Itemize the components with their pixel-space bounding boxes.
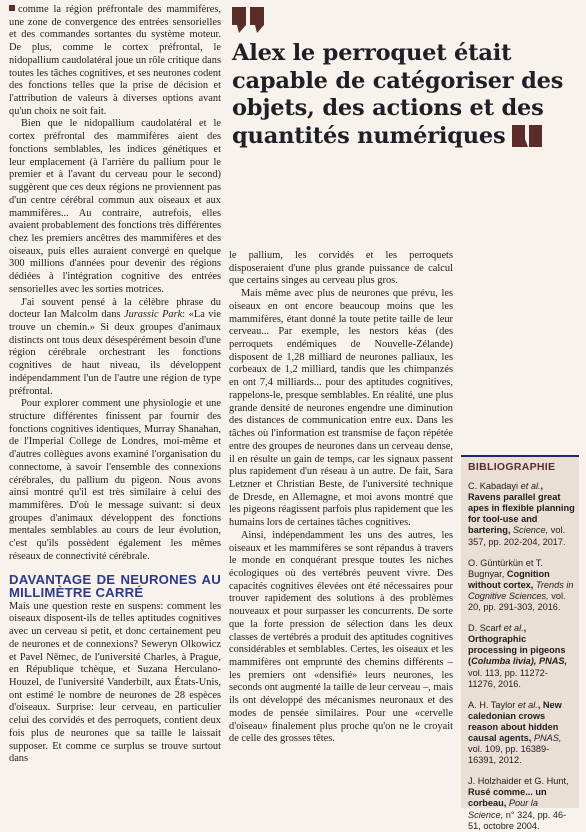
bullet-square-icon [9, 5, 15, 11]
bibliography-entry: D. Scarf et al., Orthographic processing in pigeons (Columba livia), PNAS, vol. 113, pp. 11272-11276, 2016. [468, 623, 568, 689]
bibliography-entry: A. H. Taylor et al., New caledonian crows reason about hidden causal agents, PNAS, vol. 109, pp. 16389-16391, 2012. [468, 699, 562, 766]
article-column-1 [9, 4, 221, 808]
paragraph: comme la région préfrontale des mammifères, une zone de convergence des entrées sensorielles et des commandes sortantes du système moteur. De plus, comme le cortex préfrontal, le nidopallium caudolatéral joue un rôle critique dans toutes les tâches cognitives, et ses neurones codent des fonctions telles que la prise de décision et l'attribution de valeurs à diverses options avant qu'un choix ne soit fait. [9, 4, 221, 117]
paragraph: le pallium, les corvidés et les perroquets disposeraient d'une plus grande puissance de calcul que certains singes au cerveau plus gros. [229, 250, 453, 287]
paragraph: Mais même avec plus de neurones que prévu, les oiseaux en ont encore beaucoup moins que les mammifères, étant donné la toute petite taille de leur cerveau... Par exemple, les nestors kéas (des perroquets endémiques de Nouvelle-Zélande) disposent de 1,28 milliard de neurones palliaux, les corbeaux de 1,2 milliard, tandis que les chimpanzés en ont 7,4 milliards... pour des aptitudes cognitives, rappelons-le, presque semblables. En réalité, une plus grande densité de neurones engendre une diminution des distances de communication entre eux. Dans les tâches où l'information est transmise de façon répétée entre des groupes de neurones dans un cerveau dense, il en résulte un gain de temps, car les signaux passent plus rapidement d'un réseau à un autre. De fait, Sara Letzner et Christian Beste, de l'université technique de Dresde, en Allemagne, et moi avons montré que les pigeons réagissent parfois plus rapidement que les humains lors de certaines tâches cognitives. [229, 288, 453, 529]
article-column-2 [229, 250, 453, 808]
bibliography-entry: O. Güntürkün et T. Bugnyar, Cognition without cortex, Trends in Cognitive Sciences, vol. 20, pp. 291-303, 2016. [468, 557, 574, 613]
quote-open-icon [232, 7, 266, 33]
quote-close-icon [512, 125, 544, 147]
film-title: Jurassic Park [123, 309, 183, 321]
bibliography-entry: C. Kabadayi et al., Ravens parallel great apes in flexible planning for tool-use and bartering, Science, vol. 357, pp. 202-204, 2017. [468, 481, 575, 547]
section-subheading: DAVANTAGE DE NEURONES AU MILLIMÈTRE CARRÉ [9, 571, 221, 600]
bibliography-entry: J. Holzhaider et G. Hunt, Rusé comme... un corbeau, Pour la Science, n° 324, pp. 46-51, octobre 2004. [468, 776, 569, 831]
paragraph: Pour explorer comment une physiologie et une structure différentes finissent par fournir des fonctions cognitives identiques, Murray Shanahan, de l'Imperial College de Londres, moi-même et d'autres collègues avons examiné l'organisation du connectome, à savoir l'ensemble des connexions cérébrales, du pallium du pigeon. Nous avons ainsi montré qu'il est très similaire à celui des mammifères. D'où le message suivant: si deux groupes d'animaux développent des fonctions mentales semblables au cours de leur évolution, c'est qu'ils possèdent également les mêmes réseaux de connectivité cérébrale. [9, 398, 221, 562]
paragraph: Bien que le nidopallium caudolatéral et le cortex préfrontal des mammifères aient des fonctions semblables, les indices génétiques et leur emplacement (à l'arrière du pallium pour le premier et à l'avant du cerveau pour le second) suggèrent que ces deux régions ne proviennent pas d'un centre cérébral commun aux oiseaux et aux mammifères... Au contraire, autrefois, elles avaient probablement des fonctions très différentes chez les premiers ancêtres des mammifères et des oiseaux, puis elles auraient convergé en quelque 300 millions d'années pour devenir des régions dédiées à l'intégration cognitive des entrées sensorielles avec les sorties motrices. [9, 118, 221, 295]
bibliography-sidebar [461, 455, 579, 831]
paragraph: J'ai souvent pensé à la célèbre phrase du docteur Ian Malcolm dans Jurassic Park: «La vie trouve un chemin.» Si deux groupes d'animaux distincts ont tous deux désespérément besoin d'une région cérébrale orchestrant les fonctions cognitives de haut niveau, ils développent indépendamment l'un de l'autre une région de type préfrontal. [9, 296, 221, 397]
pull-quote: Alex le perroquet était capable de catégoriser des objets, des actions et des quantités numériques [232, 40, 564, 149]
bibliography-title: BIBLIOGRAPHIE [468, 461, 556, 473]
paragraph: Ainsi, indépendamment les uns des autres, les oiseaux et les mammifères se sont répandus à travers le monde en conquérant presque toutes les niches écologiques où des vertébrés peuvent vivre. Des capacités cognitives élevées ont été nécessaires pour trouver rapidement des solutions à des problèmes nouveaux et pour surpasser les concurrents. De sorte que la forte pression de sélection dans les deux classes de vertébrés a produit des aptitudes cognitives considérables et semblables. Certes, les oiseaux et les mammifères ont emprunté des chemins différents – les premiers ont «densifié» leurs neurones, les seconds ont augmenté la taille de leur cerveau –, mais ils ont développé des mécanismes neuronaux et des modes de pensée similaires. Pour une «cervelle d'oiseau» finalement plus proche qu'on ne le croyait de celle des grosses têtes. [229, 529, 453, 745]
paragraph: Mais une question reste en suspens: comment les oiseaux disposent-ils de telles aptitudes cognitives avec un cerveau si petit, et donc certainement peu de neurones et de connexions? Seweryn Olkowicz et Pavel Němec, de l'université Charles, à Prague, en République tchèque, et Suzana Herculano-Houzel, de l'université Vanderbilt, aux États-Unis, ont estimé le nombre de neurones de 28 espèces d'oiseaux. Surprise: leur cerveau, en particulier celui des corvidés et des perroquets, contient deux fois plus de neurones que sa taille le laissait supposer. Et comme ce surplus se trouve surtout dans [9, 600, 221, 765]
